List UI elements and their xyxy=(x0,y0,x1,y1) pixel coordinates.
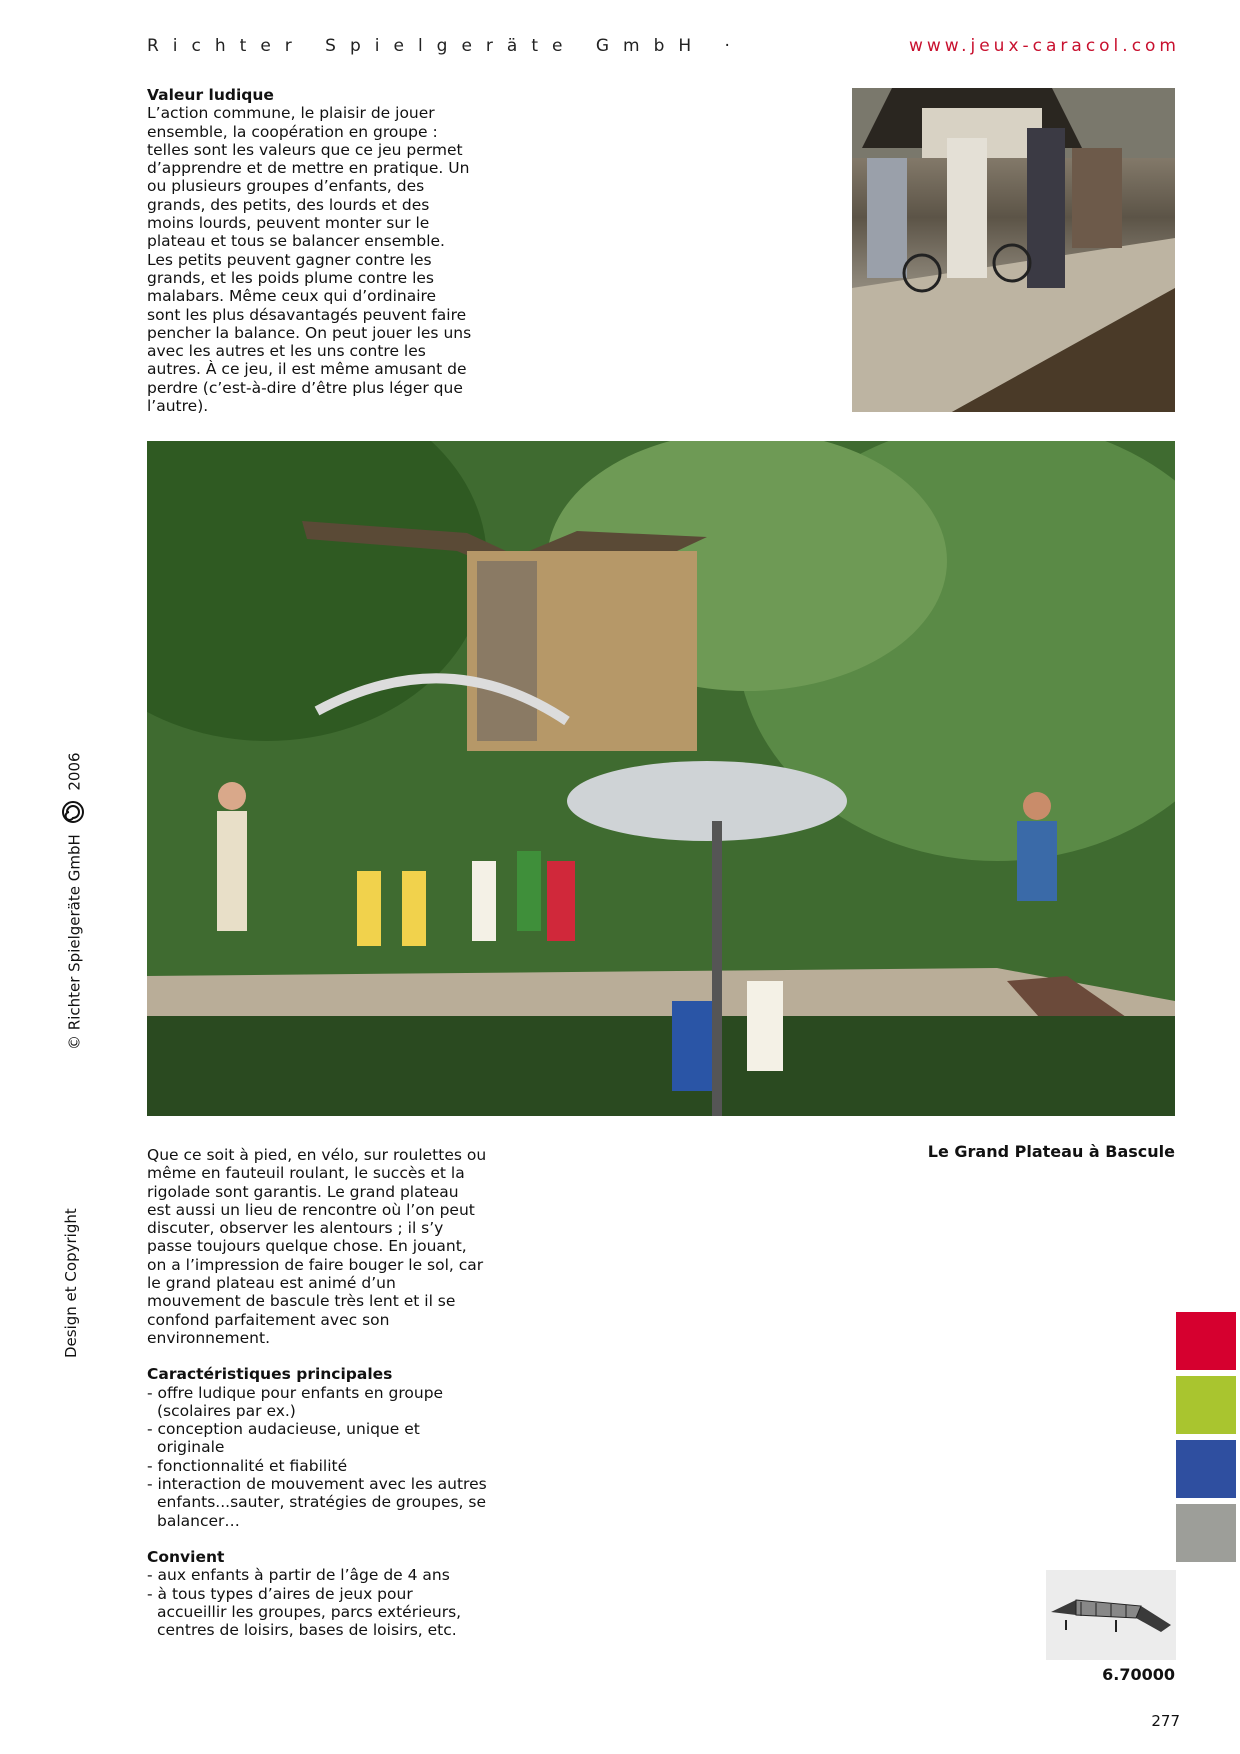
section-heading: Valeur ludique xyxy=(147,86,274,104)
header-company: Richter Spielgeräte GmbH · xyxy=(147,36,744,56)
color-tab-green[interactable] xyxy=(1176,1376,1236,1434)
sidebar-design: Design et Copyright xyxy=(62,1208,80,1358)
copyright-text: © Richter Spielgeräte GmbH xyxy=(65,834,84,1050)
list-item: - fonctionnalité et fiabilité xyxy=(147,1456,348,1475)
copyright-year: 2006 xyxy=(65,752,84,791)
photo-children-plateau xyxy=(147,441,1175,1116)
suitable-heading: Convient xyxy=(147,1547,225,1566)
section-description xyxy=(147,1146,487,1639)
color-tab-grey[interactable] xyxy=(1176,1504,1236,1562)
list-item: - offre ludique pour enfants en groupe (scolaires par ex.) xyxy=(147,1383,444,1420)
header-website[interactable]: www.jeux-caracol.com xyxy=(908,36,1180,56)
product-thumbnail xyxy=(1046,1570,1176,1660)
list-item: - à tous types d’aires de jeux pour accueillir les groupes, parcs extérieurs, centres de loisirs, bases de loisirs, etc. xyxy=(147,1584,462,1640)
page-number: 277 xyxy=(1151,1712,1180,1730)
photo-wheelchair-plateau xyxy=(852,88,1175,412)
section-valeur-ludique xyxy=(147,86,472,415)
color-tab-blue[interactable] xyxy=(1176,1440,1236,1498)
sidebar-copyright xyxy=(62,752,88,1050)
product-code: 6.70000 xyxy=(1102,1665,1175,1684)
suitable-list xyxy=(147,1566,487,1639)
list-item: - aux enfants à partir de l’âge de 4 ans xyxy=(147,1566,450,1585)
section-body: L’action commune, le plaisir de jouer ensemble, la coopération en groupe : telles sont les valeurs que ce jeu permet d’apprendre et de mettre en pratique. Un ou plusieurs groupes d’enfants, des grands, des petits, des lourds et des moins lourds, peuvent monter sur le plateau et tous se balancer ensemble. Les petits peuvent gagner contre les grands, et les poids plume contre les malabars. Même ceux qui d’ordinaire sont les plus désavantagés peuvent faire pencher la balance. On peut jouer les uns avec les autres et les uns contre les autres. À ce jeu, il est même amusant de perdre (c’est-à-dire d’être plus léger que l’autre). xyxy=(147,104,472,416)
description-body: Que ce soit à pied, en vélo, sur roulettes ou même en fauteuil roulant, le succès et la rigolade sont garantis. Le grand plateau est aussi un lieu de rencontre où l’on peut discuter, observer les alentours ; il s’y passe toujours quelque chose. En jouant, on a l’impression de faire bouger le sol, car le grand plateau est animé d’un mouvement de bascule très lent et il se confond parfaitement avec son environnement. xyxy=(147,1146,487,1347)
features-heading: Caractéristiques principales xyxy=(147,1365,393,1384)
snail-logo-icon xyxy=(62,801,88,823)
list-item: - interaction de mouvement avec les autres enfants...sauter, stratégies de groupes, se balancer… xyxy=(147,1475,487,1530)
features-list xyxy=(147,1384,487,1530)
product-caption: Le Grand Plateau à Bascule xyxy=(927,1142,1175,1161)
color-tab-red[interactable] xyxy=(1176,1312,1236,1370)
list-item: - conception audacieuse, unique et originale xyxy=(147,1420,420,1457)
